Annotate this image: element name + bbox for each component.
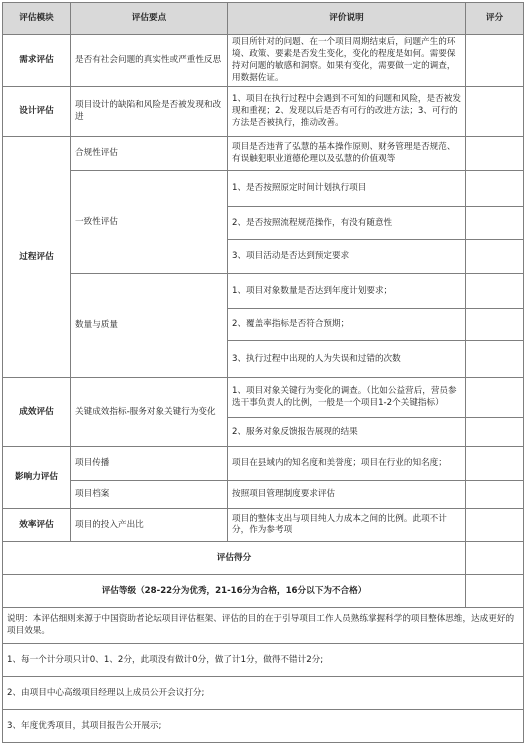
header-row xyxy=(3,3,524,35)
note-row xyxy=(3,677,524,710)
desc-consistency-3: 3、项目活动是否达到预定要求 xyxy=(228,240,466,274)
desc-efficiency: 项目的整体支出与项目纯人力成本之间的比例。此项不计分，作为参考项 xyxy=(228,509,466,542)
desc-outcome-2: 2、服务对象反馈报告展现的结果 xyxy=(228,418,466,447)
score-consistency-1 xyxy=(466,171,524,207)
score-design xyxy=(466,87,524,137)
note-rule-2: 2、由项目中心高级项目经理以上成员公开会议打分; xyxy=(3,677,524,710)
desc-compliance: 项目是否违背了弘慧的基本操作原则、财务管理是否规范、有误触犯职业道德伦理以及弘慧的价值观等 xyxy=(228,137,466,171)
module-design: 设计评估 xyxy=(3,87,71,137)
table-row xyxy=(3,171,524,207)
grade-label: 评估等级（28-22分为优秀，21-16分为合格，16分以下为不合格） xyxy=(3,575,466,608)
point-quantity: 数量与质量 xyxy=(71,274,228,378)
header-score: 评分 xyxy=(466,3,524,35)
table-row xyxy=(3,481,524,509)
note-rule-3: 3、年度优秀项目，其项目报告公开展示; xyxy=(3,710,524,743)
grade-value xyxy=(466,575,524,608)
note-row xyxy=(3,644,524,677)
header-module: 评估模块 xyxy=(3,3,71,35)
point-influence-1: 项目传播 xyxy=(71,447,228,481)
score-efficiency xyxy=(466,509,524,542)
desc-influence-2: 按照项目管理制度要求评估 xyxy=(228,481,466,509)
module-outcome: 成效评估 xyxy=(3,378,71,447)
module-influence: 影响力评估 xyxy=(3,447,71,509)
point-consistency: 一致性评估 xyxy=(71,171,228,274)
total-score-row xyxy=(3,542,524,575)
desc-consistency-2: 2、是否按照流程规范操作，有没有随意性 xyxy=(228,207,466,240)
desc-design: 1、项目在执行过程中会遇到不可知的问题和风险，是否被发现和重视；2、发现以后是否有可行的改进方法；3、可行的方法是否被执行，推动改善。 xyxy=(228,87,466,137)
point-design: 项目设计的缺陷和风险是否被发现和改进 xyxy=(71,87,228,137)
desc-consistency-1: 1、是否按照原定时间计划执行项目 xyxy=(228,171,466,207)
table-row xyxy=(3,274,524,309)
note-rule-1: 1、每一个计分项只计0、1、2分，此项没有做计0分，做了计1分，做得不错计2分; xyxy=(3,644,524,677)
score-outcome-1 xyxy=(466,378,524,418)
score-compliance xyxy=(466,137,524,171)
table-row xyxy=(3,137,524,171)
score-influence-1 xyxy=(466,447,524,481)
note-explanation: 说明：本评估细则来源于中国资助者论坛项目评估框架、评估的目的在于引导项目工作人员熟练掌握科学的项目整体思维，达成更好的项目效果。 xyxy=(3,608,524,644)
score-quantity-1 xyxy=(466,274,524,309)
table-row xyxy=(3,35,524,87)
desc-quantity-1: 1、项目对象数量是否达到年度计划要求； xyxy=(228,274,466,309)
score-outcome-2 xyxy=(466,418,524,447)
header-point: 评估要点 xyxy=(71,3,228,35)
point-outcome: 关键成效指标-服务对象关键行为变化 xyxy=(71,378,228,447)
table-row xyxy=(3,87,524,137)
point-compliance: 合规性评估 xyxy=(71,137,228,171)
evaluation-page xyxy=(2,2,523,743)
module-efficiency: 效率评估 xyxy=(3,509,71,542)
module-process: 过程评估 xyxy=(3,137,71,378)
desc-influence-1: 项目在县域内的知名度和美誉度；项目在行业的知名度； xyxy=(228,447,466,481)
point-need: 是否有社会问题的真实性或严重性反思 xyxy=(71,35,228,87)
grade-row xyxy=(3,575,524,608)
note-row xyxy=(3,710,524,743)
score-quantity-2 xyxy=(466,309,524,341)
score-need xyxy=(466,35,524,87)
score-quantity-3 xyxy=(466,341,524,378)
desc-need: 项目所针对的问题、在一个项目周期结束后，问题产生的环境、政策、要素是否发生变化，变化的程度是如何。需要保持对问题的敏感和洞察。如果有变化，需要做一定的调查，用数据佐证。 xyxy=(228,35,466,87)
table-row xyxy=(3,378,524,418)
total-score-value xyxy=(466,542,524,575)
score-consistency-2 xyxy=(466,207,524,240)
module-need: 需求评估 xyxy=(3,35,71,87)
evaluation-table xyxy=(2,2,524,743)
total-score-label: 评估得分 xyxy=(3,542,466,575)
point-influence-2: 项目档案 xyxy=(71,481,228,509)
note-row xyxy=(3,608,524,644)
score-consistency-3 xyxy=(466,240,524,274)
table-row xyxy=(3,509,524,542)
header-description: 评价说明 xyxy=(228,3,466,35)
desc-quantity-3: 3、执行过程中出现的人为失误和过错的次数 xyxy=(228,341,466,378)
table-row xyxy=(3,447,524,481)
desc-outcome-1: 1、项目对象关键行为变化的调查。（比如公益营后，营员参选干事负责人的比例，一般是一个项目1-2个关键指标） xyxy=(228,378,466,418)
point-efficiency: 项目的投入产出比 xyxy=(71,509,228,542)
desc-quantity-2: 2、覆盖率指标是否符合预期； xyxy=(228,309,466,341)
score-influence-2 xyxy=(466,481,524,509)
